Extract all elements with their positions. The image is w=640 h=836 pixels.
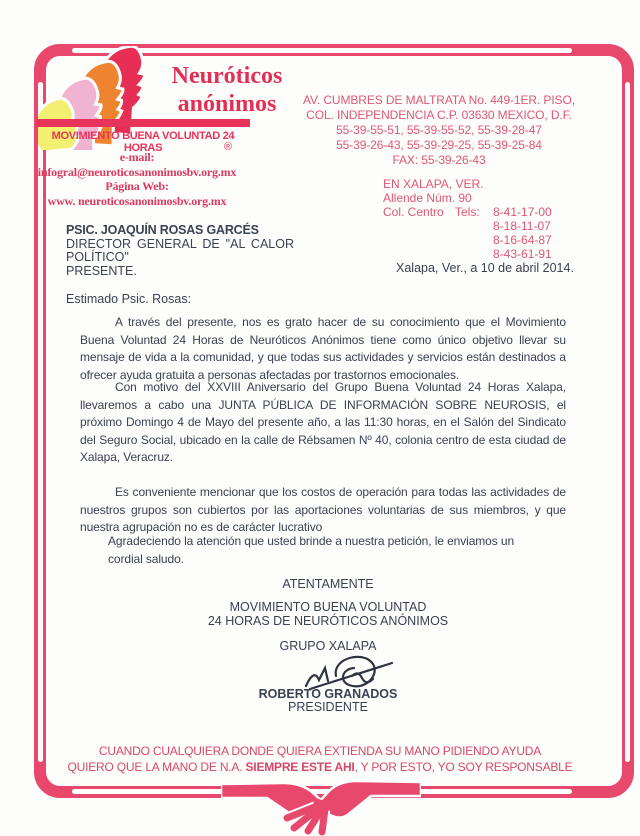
- headquarters-address: [283, 93, 595, 168]
- closing-org-line1: MOVIMIENTO BUENA VOLUNTAD: [229, 600, 427, 614]
- body-paragraph-2: Con motivo del XXVIII Aniversario del Grupo Buena Voluntad 24 Horas Xalapa, llevaremos a cabo una JUNTA PÚBLICA DE INFORMACIÓN SOBRE NEUROSIS, el próximo Domingo 4 de Mayo del presente año, a las 11:30 horas, en el Salón del Sindicato del Seguro Social, ubicado en la calle de Rébsamen Nº 40, colonia centro de esta ciudad de Xalapa, Veracruz.: [80, 380, 566, 464]
- slogan-line2-prefix: QUIERO QUE LA MANO DE N.A.: [67, 759, 246, 774]
- body-paragraph-4: Agradeciendo la atención que usted brinde a nuestra petición, le enviamos un cordial saludo.: [108, 534, 515, 566]
- recipient-present: PRESENTE.: [66, 263, 137, 278]
- branch-title: EN XALAPA, VER.: [383, 177, 484, 191]
- brand-line2: anónimos: [177, 91, 277, 117]
- closing-organization: [168, 601, 488, 628]
- handshake-icon: [221, 768, 421, 836]
- recipient-name: PSIC. JOAQUÍN ROSAS GARCÉS: [66, 223, 259, 237]
- hq-colonia: COL. INDEPENDENCIA C.P. 03630 MEXICO, D.F.: [306, 108, 572, 122]
- slogan-line2-suffix: , Y POR ESTO, YO SOY RESPONSABLE: [354, 759, 573, 774]
- branch-phone-1: 8-18-11-07: [493, 219, 551, 233]
- recipient-title-line2: POLÍTICO": [66, 250, 129, 264]
- branch-colonia: Col. Centro: [383, 205, 444, 219]
- body-paragraph-3: Es conveniente mencionar que los costos de operación para todas las actividades de nuestros grupos son cubiertos por las aportaciones voluntarias de sus miembros, y que nuestra agrupación no es de carácter lucrativo: [80, 485, 566, 534]
- branch-phone-3: 8-43-61-91: [493, 247, 552, 261]
- slogan-line1: CUANDO CUALQUIERA DONDE QUIERA EXTIENDA SU MANO PIDIENDO AYUDA: [98, 744, 542, 758]
- branch-tels-row: [383, 205, 552, 219]
- movement-banner: MOVIMIENTO BUENA VOLUNTAD 24 HORAS: [51, 130, 235, 154]
- branch-street: Allende Núm. 90: [383, 191, 472, 205]
- brand-line1: Neuróticos: [171, 63, 283, 89]
- signer-title: PRESIDENTE: [288, 700, 368, 714]
- branch-phone-0: 8-41-17-00: [493, 205, 552, 219]
- closing-group: GRUPO XALAPA: [279, 639, 377, 653]
- email-address: infogral@neuroticosanonimosbv.org.mx: [37, 164, 237, 179]
- logo-underline-bar: [36, 119, 250, 127]
- web-label: Página Web:: [105, 179, 169, 193]
- salutation: Estimado Psic. Rosas:: [66, 292, 192, 306]
- web-address: www. neuroticosanonimosbv.org.mx: [47, 193, 227, 208]
- hq-phones-2: 55-39-26-43, 55-39-29-25, 55-39-25-84: [336, 138, 542, 152]
- registered-trademark-icon: ®: [224, 141, 233, 153]
- closing-attentively: ATENTAMENTE: [282, 577, 374, 591]
- body-paragraph-1: A través del presente, nos es grato hacer de su conocimiento que el Movimiento Buena Voluntad 24 Horas de Neuróticos Anónimos tiene como único objetivo llevar su mensaje de vida a la comunidad, y que todas sus actividades y servicios están destinados a ofrecer ayuda gratuita a personas afectadas por trastornos emocionales.: [80, 315, 566, 382]
- hq-street: AV. CUMBRES DE MALTRATA No. 449-1ER. PISO,: [303, 93, 575, 107]
- branch-phone-2: 8-16-64-87: [493, 233, 552, 247]
- handwritten-signature: [300, 646, 396, 692]
- hq-fax: FAX: 55-39-26-43: [392, 153, 486, 167]
- branch-block: [383, 177, 552, 261]
- date-line: Xalapa, Ver., a 10 de abril 2014.: [396, 261, 574, 275]
- closing-org-line2: 24 HORAS DE NEURÓTICOS ANÓNIMOS: [207, 613, 449, 628]
- border-stripe-right: [625, 82, 630, 762]
- signer-name: ROBERTO GRANADOS: [258, 687, 398, 701]
- email-label: e-mail:: [119, 150, 155, 164]
- branch-tels-label: Tels:: [455, 205, 480, 219]
- recipient-title-line1: DIRECTOR GENERAL DE "AL CALOR: [66, 236, 294, 251]
- hq-phones-1: 55-39-55-51, 55-39-55-52, 55-39-28-47: [336, 123, 542, 137]
- recipient-block: [66, 224, 294, 278]
- contact-block: [26, 150, 248, 208]
- slogan-line2-bold: SIEMPRE ESTE AHI: [245, 759, 355, 774]
